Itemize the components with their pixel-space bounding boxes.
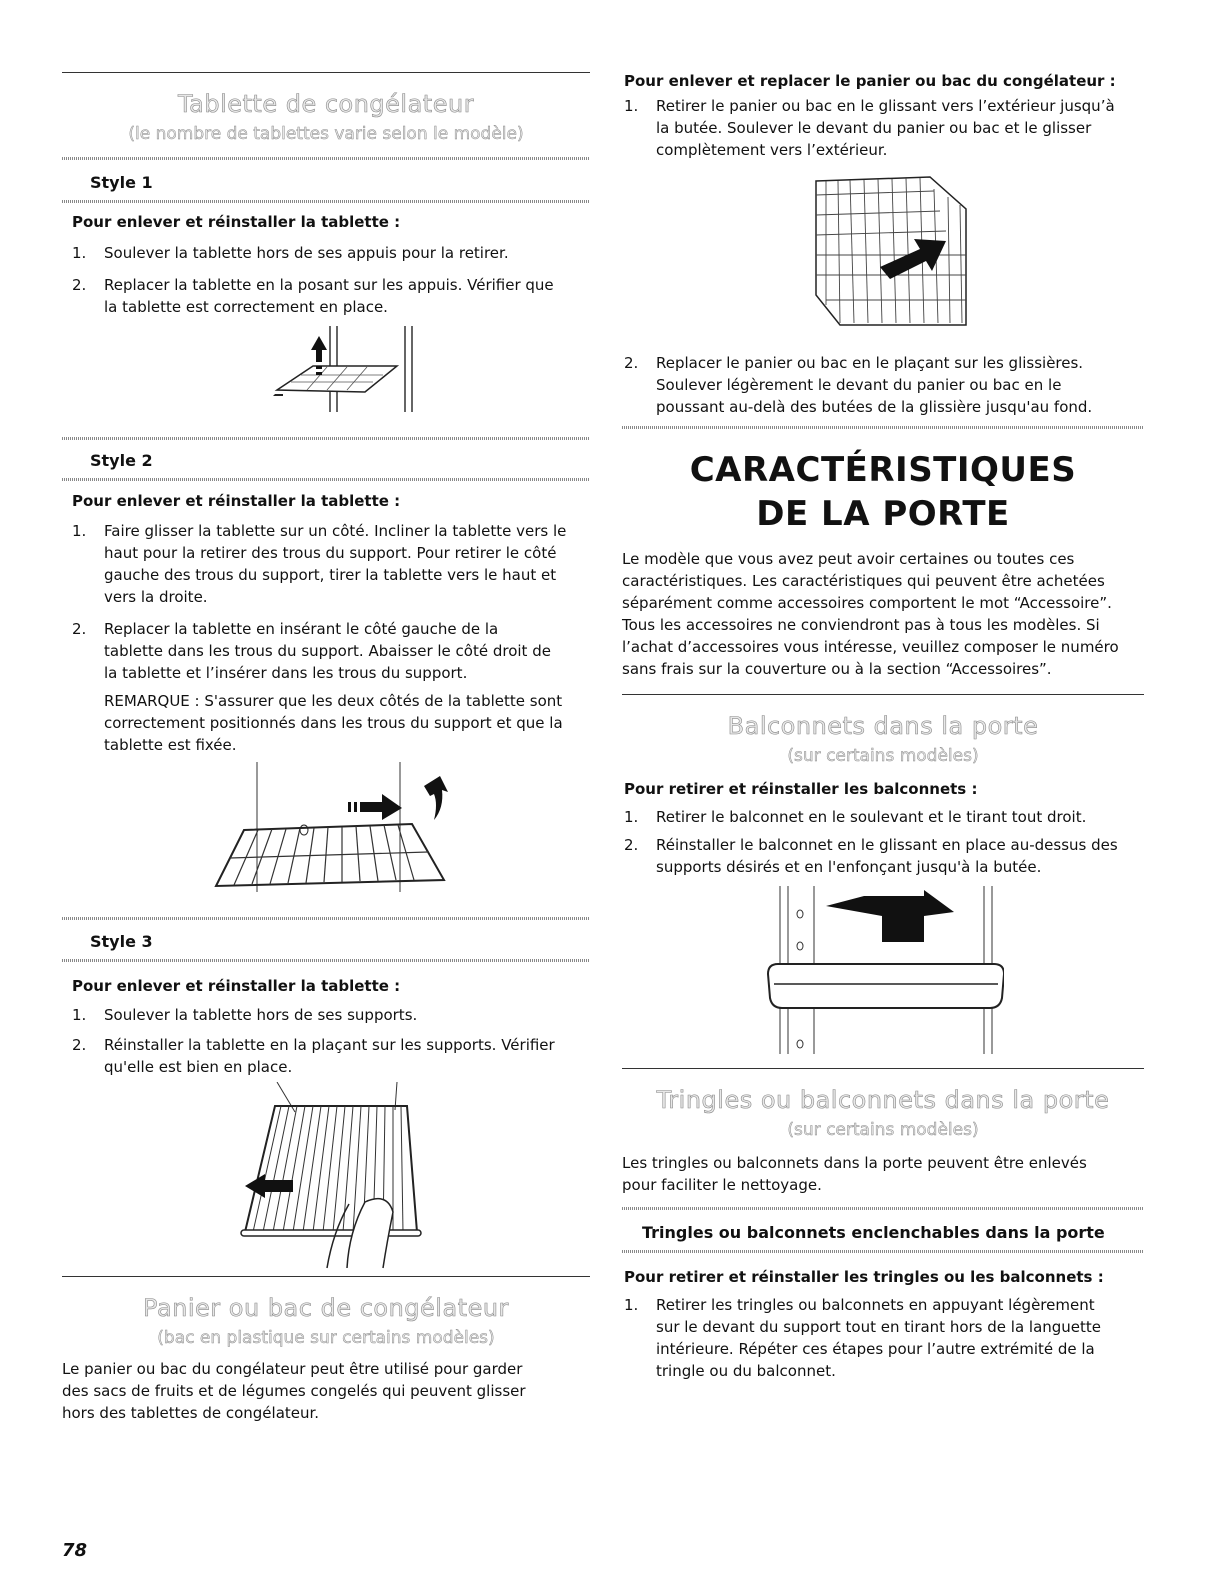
shelf-illustration-style2 <box>212 762 462 902</box>
style2-heading: Pour enlever et réinstaller la tablette : <box>72 492 401 510</box>
basket-illustration <box>810 175 970 335</box>
style3-heading: Pour enlever et réinstaller la tablette : <box>72 977 401 995</box>
dotted-rule <box>62 917 590 920</box>
basket-heading: Pour enlever et replacer le panier ou bac du congélateur : <box>624 72 1116 90</box>
dotted-rule <box>62 478 590 481</box>
dotted-rule <box>622 1250 1144 1253</box>
style1-heading: Pour enlever et réinstaller la tablette : <box>72 213 401 231</box>
page-number: 78 <box>62 1540 88 1561</box>
section-subtitle: (le nombre de tablettes varie selon le modèle) <box>128 124 524 144</box>
basket-intro: Le panier ou bac du congélateur peut être utilisé pour garder des sacs de fruits et de légumes congelés qui peuvent glisser hors des tablettes de congélateur. <box>62 1360 526 1422</box>
dotted-rule <box>62 157 590 160</box>
section-subtitle: (sur certains modèles) <box>787 1120 979 1140</box>
shelf-illustration-style3 <box>237 1082 427 1272</box>
dotted-rule <box>62 200 590 203</box>
section-title-freezer-shelf: Tablette de congélateur <box>177 90 475 118</box>
dotted-rule <box>62 437 590 440</box>
section-title-door-bins: Balconnets dans la porte <box>727 712 1039 740</box>
dotted-rule <box>62 959 590 962</box>
rails-heading: Pour retirer et réinstaller les tringles ou les balconnets : <box>624 1268 1104 1286</box>
section-subtitle: (bac en plastique sur certains modèles) <box>157 1328 495 1348</box>
dotted-rule <box>622 1207 1144 1210</box>
section-rule <box>622 694 1144 695</box>
style2-note: REMARQUE : S'assurer que les deux côtés de la tablette sont correctement positionnés dans les trous du support et que la tablette est fixée. <box>104 692 563 754</box>
section-title-freezer-basket: Panier ou bac de congélateur <box>143 1294 509 1322</box>
section-rule <box>62 1276 590 1277</box>
bins-heading: Pour retirer et réinstaller les balconnets : <box>624 780 978 798</box>
style1-label: Style 1 <box>90 173 153 192</box>
dotted-rule <box>622 426 1144 429</box>
door-features-intro: Le modèle que vous avez peut avoir certaines ou toutes ces caractéristiques. Les caractéristiques qui peuvent être achetées séparément comme accessoires comportent le mot “Accessoire”. Tous les accessoires ne conviendront pas à tous les modèles. Si l’achat d’accessoires vous intéresse, veuillez composer le numéro sans frais sur la couverture ou à la section “Accessoires”. <box>622 550 1119 678</box>
door-bin-illustration <box>764 886 1004 1056</box>
style3-label: Style 3 <box>90 932 153 951</box>
section-rule <box>622 1068 1144 1069</box>
main-title-line1: CARACTÉRISTIQUES <box>689 450 1077 490</box>
section-rule <box>62 72 590 73</box>
main-title-line2: DE LA PORTE <box>756 494 1010 534</box>
section-subtitle: (sur certains modèles) <box>787 746 979 766</box>
section-title-door-rails: Tringles ou balconnets dans la porte <box>656 1086 1110 1114</box>
rails-intro: Les tringles ou balconnets dans la porte peuvent être enlevés pour faciliter le nettoyage. <box>622 1154 1087 1194</box>
shelf-illustration-style1 <box>247 326 417 418</box>
style2-label: Style 2 <box>90 451 153 470</box>
rails-sublabel: Tringles ou balconnets enclenchables dans la porte <box>642 1223 1105 1242</box>
